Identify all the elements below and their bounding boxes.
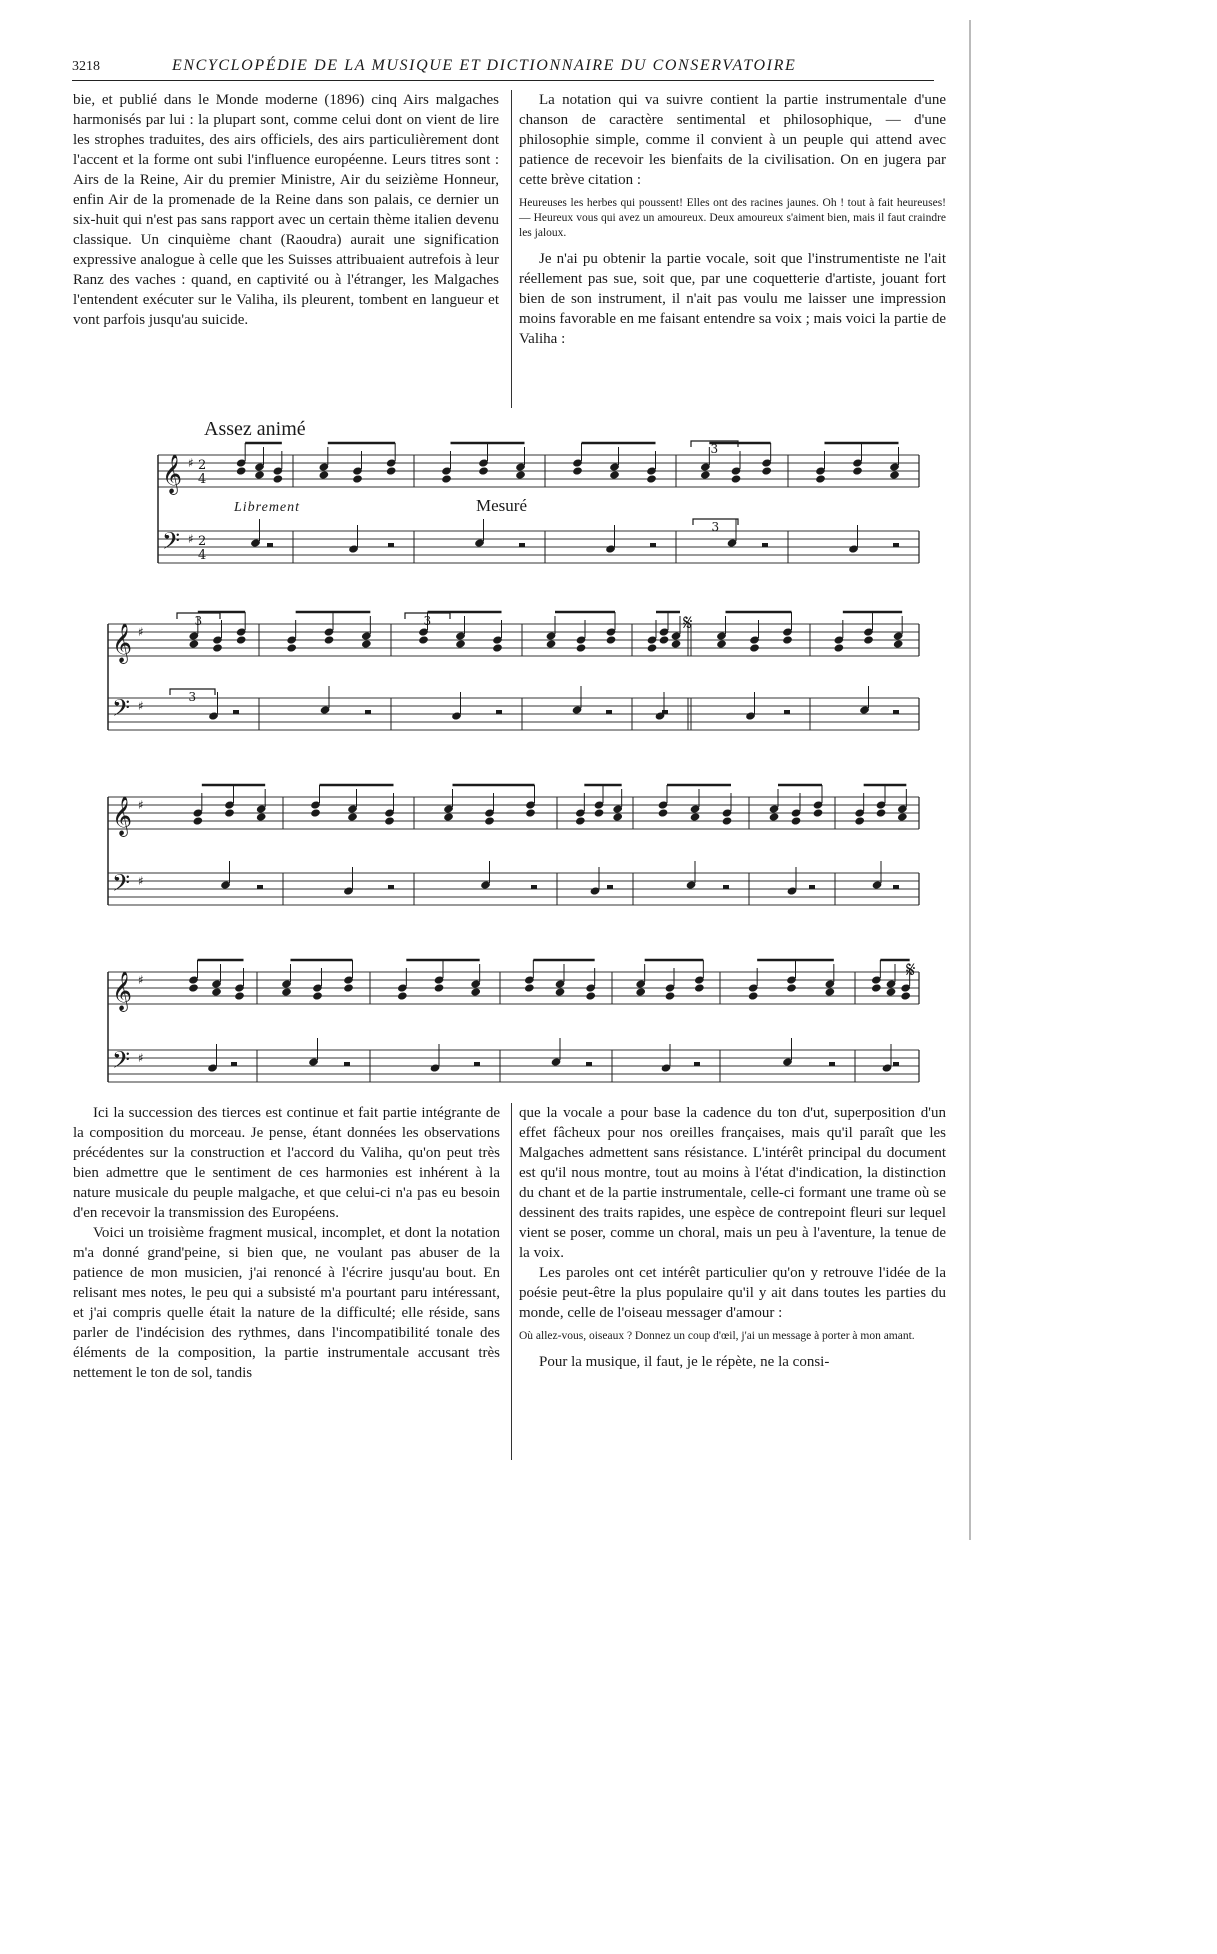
triplet-number: 3 xyxy=(423,614,432,628)
rest xyxy=(893,1062,899,1066)
note-head xyxy=(192,816,203,825)
time-signature: 2 xyxy=(198,534,207,549)
note-head xyxy=(281,987,292,996)
key-signature-sharp: ♯ xyxy=(188,456,194,470)
note-head xyxy=(893,639,904,648)
rest xyxy=(607,885,613,889)
note-head xyxy=(594,808,605,817)
note-head xyxy=(876,808,887,817)
note-head xyxy=(731,474,742,483)
note-head xyxy=(236,466,247,475)
paragraph: Je n'ai pu obtenir la partie vocale, soit que l'instrumentiste ne l'ait réellement pas sue, soit que, par une coquetterie d'artiste, jouant fort bien de son instrument, il n'ait pas voulu me laisser une impression moins favorable en me faisant entendre sa voix ; mais voici la partie de Valiha : xyxy=(519,251,946,347)
paragraph: que la vocale a pour base la cadence du ton d'ut, superposition d'un effet fâcheux pour nos oreilles françaises, mais qu'il paraît que les Malgaches admettent sans résistance. L'intérêt principal du document est qu'il nous montre, tout au moins à l'état d'indication, la distinction du chant et de la partie instrumentale, celle-ci formant une trame où se dessinent des traits rapides, une espèce de contrepoint fleuri sur lequel vient se poser, comme un choral, mais un peu à l'aventure, la tenue de la voix. xyxy=(519,1105,946,1261)
note-head xyxy=(418,635,429,644)
note-head xyxy=(716,639,727,648)
note-head xyxy=(515,470,526,479)
note-head xyxy=(815,474,826,483)
note-head xyxy=(665,991,676,1000)
note-head xyxy=(524,983,535,992)
note-head xyxy=(900,991,911,1000)
note-head xyxy=(833,643,844,652)
note-head xyxy=(871,983,882,992)
mesure-marking: Mesuré xyxy=(476,496,527,515)
column-bottom-right xyxy=(519,1103,946,1372)
note-head xyxy=(863,635,874,644)
key-signature-sharp: ♯ xyxy=(138,874,144,888)
time-signature: 2 xyxy=(198,458,207,473)
treble-clef: 𝄞 xyxy=(112,623,133,663)
note-head xyxy=(786,983,797,992)
note-head xyxy=(324,635,335,644)
note-head xyxy=(234,991,245,1000)
note-head xyxy=(694,983,705,992)
paragraph: Les paroles ont cet intérêt particulier qu'on y retrouve l'idée de la poésie peut-être la plus populaire qu'il y ait dans toutes les parties du monde, celle de l'oiseau messager d'amour : xyxy=(519,1265,946,1321)
key-signature-sharp: ♯ xyxy=(138,699,144,713)
note-head xyxy=(761,466,772,475)
note-head xyxy=(609,470,620,479)
rest xyxy=(606,710,612,714)
paragraph: La notation qui va suivre contient la partie instrumentale d'une chanson de caractère sentimental et philosophique, — d'une philosophie simple, comme il convient à un peuple qui attend avec patience de recevoir les bienfaits de la civilisation. On en jugera par cette brève citation : xyxy=(519,92,946,188)
note-head xyxy=(397,991,408,1000)
treble-clef: 𝄞 xyxy=(162,454,183,494)
note-head xyxy=(484,816,495,825)
key-signature-sharp: ♯ xyxy=(138,1051,144,1065)
rest xyxy=(784,710,790,714)
paragraph: Pour la musique, il faut, je le répète, ne la consi- xyxy=(539,1354,830,1370)
note-head xyxy=(813,808,824,817)
time-signature: 4 xyxy=(198,548,207,563)
note-head xyxy=(470,987,481,996)
key-signature-sharp: ♯ xyxy=(138,625,144,639)
rest xyxy=(474,1062,480,1066)
note-head xyxy=(256,812,267,821)
treble-clef: 𝄞 xyxy=(112,971,133,1011)
note-head xyxy=(441,474,452,483)
triplet-number: 3 xyxy=(710,442,719,456)
note-head xyxy=(546,639,557,648)
note-head xyxy=(782,635,793,644)
note-head xyxy=(312,991,323,1000)
note-head xyxy=(343,983,354,992)
note-head xyxy=(352,474,363,483)
rest xyxy=(257,885,263,889)
note-head xyxy=(658,808,669,817)
rest xyxy=(694,1062,700,1066)
note-head xyxy=(455,639,466,648)
note-head xyxy=(318,470,329,479)
segno-sign: 𝄋 xyxy=(906,958,916,983)
note-head xyxy=(824,987,835,996)
bass-clef: 𝄢 xyxy=(112,869,131,902)
note-head xyxy=(478,466,489,475)
rest xyxy=(267,543,273,547)
key-signature-sharp: ♯ xyxy=(138,973,144,987)
bass-clef: 𝄢 xyxy=(162,527,181,560)
triplet-number: 3 xyxy=(711,520,720,534)
rest xyxy=(388,543,394,547)
rest xyxy=(365,710,371,714)
bass-clef: 𝄢 xyxy=(112,1046,131,1079)
note-head xyxy=(886,987,897,996)
rest xyxy=(662,710,668,714)
rest xyxy=(496,710,502,714)
note-head xyxy=(659,635,670,644)
note-head xyxy=(585,991,596,1000)
note-head xyxy=(897,812,908,821)
rest xyxy=(233,710,239,714)
note-head xyxy=(188,639,199,648)
note-head xyxy=(748,991,759,1000)
note-head xyxy=(791,816,802,825)
column-bottom-left xyxy=(73,1103,500,1383)
note-head xyxy=(361,639,372,648)
note-head xyxy=(612,812,623,821)
note-head xyxy=(889,470,900,479)
note-head xyxy=(272,474,283,483)
note-head xyxy=(647,643,658,652)
triplet-number: 3 xyxy=(194,614,203,628)
tempo-marking: Assez animé xyxy=(204,418,306,440)
rest xyxy=(762,543,768,547)
rest xyxy=(829,1062,835,1066)
triplet-number: 3 xyxy=(188,690,197,704)
note-head xyxy=(722,816,733,825)
paragraph: bie, et publié dans le Monde moderne (1896) cinq Airs malgaches harmonisés par lui : la plupart sont, comme celui dont on vient de lire les strophes traduites, des airs officiels, des airs particulièrement dont l'accent et la forme ont subi l'influence européenne. Leurs titres sont : Airs de la Reine, Air du premier Ministre, Air du seizième Honneur, enfin Air de la promenade de la Reine dans son palais, ce dernier un six-huit qui n'est pas sans rapport avec un certain thème italien devenu classique. Un cinquième chant (Raoudra) aurait une signification expressive analogue à celle que les Suisses attribuaient autrefois à leur Ranz des vaches : quand, en captivité ou à l'étranger, les Malgaches l'entendent exécuter sur le Valiha, ils pleurent, tombent en langueur et vont parfois jusqu'au suicide. xyxy=(73,92,499,328)
librement-marking: Librement xyxy=(234,500,301,515)
note-head xyxy=(576,643,587,652)
rest xyxy=(388,885,394,889)
note-head xyxy=(386,466,397,475)
page-number: 3218 xyxy=(72,59,100,74)
rest xyxy=(531,885,537,889)
note-head xyxy=(646,474,657,483)
segno-sign: 𝄋 xyxy=(683,611,693,636)
rest xyxy=(519,543,525,547)
song-quote: Heureuses les herbes qui poussent! Elles ont des racines jaunes. Oh ! tout à fait heureuses! — Heureux vous qui avez un amoureux. Deux amoureux s'aiment bien, mais il faut craindre les jaloux. xyxy=(519,197,946,239)
rest xyxy=(723,885,729,889)
note-head xyxy=(236,635,247,644)
rest xyxy=(893,710,899,714)
rest xyxy=(344,1062,350,1066)
key-signature-sharp: ♯ xyxy=(188,532,194,546)
note-head xyxy=(443,812,454,821)
note-head xyxy=(635,987,646,996)
rest xyxy=(231,1062,237,1066)
note-head xyxy=(854,816,865,825)
note-head xyxy=(852,466,863,475)
note-head xyxy=(310,808,321,817)
rest xyxy=(893,885,899,889)
note-head xyxy=(769,812,780,821)
note-head xyxy=(254,470,265,479)
note-head xyxy=(690,812,701,821)
note-head xyxy=(211,987,222,996)
note-head xyxy=(700,470,711,479)
note-head xyxy=(555,987,566,996)
note-head xyxy=(212,643,223,652)
note-head xyxy=(347,812,358,821)
song-quote: Où allez-vous, oiseaux ? Donnez un coup d'œil, j'ai un message à porter à mon amant. xyxy=(519,1330,915,1342)
note-head xyxy=(492,643,503,652)
treble-clef: 𝄞 xyxy=(112,796,133,836)
rest xyxy=(586,1062,592,1066)
rest xyxy=(893,543,899,547)
paragraph: Voici un troisième fragment musical, incomplet, et dont la notation m'a donné grand'peine, si bien que, ne voulant pas abuser de la patience de mon musicien, j'ai renoncé à l'écrire jusqu'au bout. En relisant mes notes, le peu qui a subsisté m'a pourtant paru intéressant, et j'ai compris quelle était la nature de la difficulté; elle réside, sans parler de l'indécision des rythmes, dans l'incompatibilité tonale des éléments de la composition, la partie instrumentale accusant très nettement le ton de sol, tandis xyxy=(73,1225,500,1381)
note-head xyxy=(434,983,445,992)
running-title: ENCYCLOPÉDIE DE LA MUSIQUE ET DICTIONNAIRE DU CONSERVATOIRE xyxy=(172,57,797,74)
note-head xyxy=(224,808,235,817)
rest xyxy=(809,885,815,889)
bass-clef: 𝄢 xyxy=(112,694,131,727)
note-head xyxy=(384,816,395,825)
note-head xyxy=(572,466,583,475)
rest xyxy=(650,543,656,547)
note-head xyxy=(671,639,682,648)
paragraph: Ici la succession des tierces est continue et fait partie intégrante de la composition du morceau. Je pense, étant données les observations précédentes sur la construction et l'accord du Valiha, qu'on peut très bien admettre que le sentiment de ces harmonies est inhérent à la nature musicale du peuple malgache, et que celui-ci n'a pas eu besoin d'en recevoir la transmission des Européens. xyxy=(73,1105,500,1221)
note-head xyxy=(575,816,586,825)
time-signature: 4 xyxy=(198,472,207,487)
note-head xyxy=(749,643,760,652)
note-head xyxy=(606,635,617,644)
key-signature-sharp: ♯ xyxy=(138,798,144,812)
note-head xyxy=(525,808,536,817)
note-head xyxy=(286,643,297,652)
note-head xyxy=(188,983,199,992)
